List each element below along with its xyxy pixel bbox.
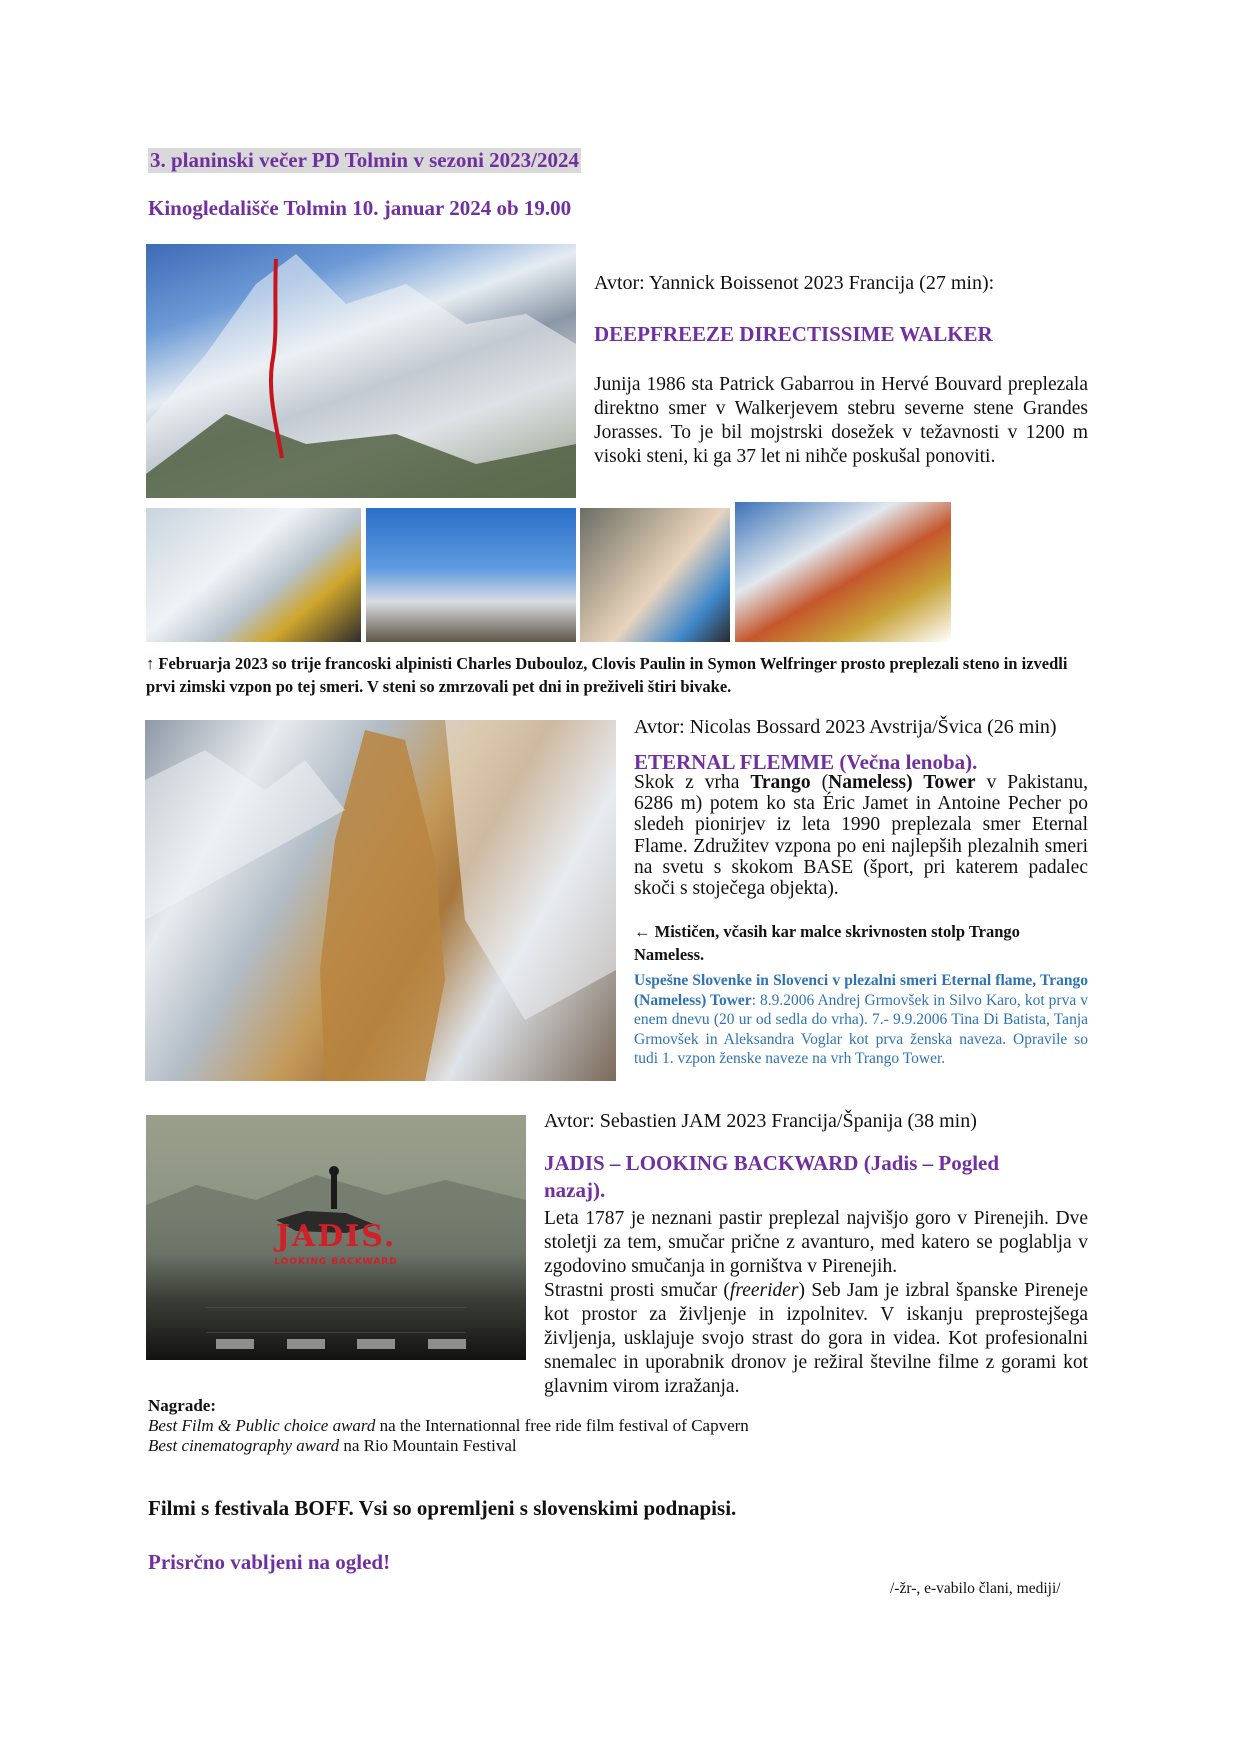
note-bold: Uspešne Slovenke in Slovenci v plezalni smeri Eternal flame, Trango (Nameless) Tower	[634, 972, 1088, 1009]
award-name: Best Film & Public choice award	[148, 1416, 376, 1435]
film2-caption: ← Mističen, včasih kar malce skrivnosten stolp Trango Nameless.	[634, 922, 1020, 964]
film1-title: DEEPFREEZE DIRECTISSIME WALKER	[594, 322, 993, 346]
poster-credits	[206, 1307, 466, 1333]
slovenian-climbers-note	[634, 971, 1088, 1069]
season-title: 3. planinski večer PD Tolmin v sezoni 2023/2024	[150, 148, 579, 172]
climber-photo-1	[146, 508, 361, 642]
invitation: Prisrčno vabljeni na ogled!	[148, 1550, 391, 1574]
poster-title: JADIS.	[275, 1219, 397, 1254]
film3-desc-paragraph	[544, 1279, 1088, 1399]
award-festival: na the Internationnal free ride film festival of Capvern	[375, 1416, 749, 1435]
award-2	[148, 1436, 749, 1456]
desc-part: Strastni prosti smučar (	[544, 1280, 730, 1301]
film1-author: Avtor: Yannick Boissenot 2023 Francija (27 min):	[594, 272, 995, 294]
film1-caption: ↑ Februarja 2023 so trije francoski alpinisti Charles Dubouloz, Clovis Paulin in Symon Welfringer prosto preplezali steno in izvedli prvi zimski vzpon po tej smeri. V steni so zmrzovali pet dni in preživeli štiri bivake.	[146, 654, 1068, 696]
award-festival: na Rio Mountain Festival	[339, 1436, 517, 1455]
desc-italic: freerider	[729, 1280, 799, 1301]
film2-desc-bold: Nameless) Tower	[828, 772, 976, 793]
film3-title: JADIS – LOOKING BACKWARD (Jadis – Pogled nazaj).	[544, 1151, 1000, 1202]
film2-desc-part: Skok z vrha	[634, 772, 751, 793]
climber-photo-4	[735, 502, 951, 642]
film2-author: Avtor: Nicolas Bossard 2023 Avstrija/Švica (26 min)	[634, 716, 1057, 738]
route-line-graphic	[146, 244, 576, 498]
venue-date: Kinogledališče Tolmin 10. januar 2024 ob 19.00	[148, 196, 572, 220]
trango-tower-photo	[145, 720, 616, 1081]
trango-tower-graphic	[145, 720, 616, 1081]
poster-logos	[216, 1339, 466, 1351]
walker-route-photo	[146, 244, 576, 498]
climber-photo-3	[580, 508, 730, 642]
climber-photo-2	[366, 508, 576, 642]
film2-desc-bold: Trango	[750, 772, 811, 793]
film2-desc-part: v Pakistanu, 6286 m) potem ko sta Éric Jamet in Antoine Pecher po sledeh pionirjev iz leta 1990 preplezala smer Eternal Flame. Združitev vzpona po eni najlepših plezalnih smeri na svetu s skokom BASE (šport, pri katerem padalec skoči s stoječega objekta).	[634, 772, 1088, 900]
awards-block	[148, 1396, 749, 1456]
film1-description: Junija 1986 sta Patrick Gabarrou in Hervé Bouvard preplezala direktno smer v Walkerjevem stebru severne stene Grandes Jorasses. To je bil mojstrski dosežek v težavnosti v 1200 m visoki steni, ki ga 37 let ni nihče poskušal ponoviti.	[594, 374, 1088, 467]
film3-description	[544, 1207, 1088, 1399]
poster-subtitle: LOOKING BACKWARD	[274, 1257, 398, 1267]
film3-author: Avtor: Sebastien JAM 2023 Francija/Španija (38 min)	[544, 1110, 977, 1132]
film2-title: ETERNAL FLEMME (Večna lenoba).	[634, 750, 978, 774]
awards-heading: Nagrade:	[148, 1396, 216, 1415]
signature: /-žr-, e-vabilo člani, mediji/	[890, 1580, 1061, 1597]
film3-desc-paragraph: Leta 1787 je neznani pastir preplezal najvišjo goro v Pirenejih. Dve stoletji za tem, smučar prične z avanturo, med katero se poglablja v zgodovino smučanja in gorništva v Pirenejih.	[544, 1208, 1088, 1277]
boff-note: Filmi s festivala BOFF. Vsi so opremljeni s slovenskimi podnapisi.	[148, 1496, 737, 1520]
award-1	[148, 1416, 749, 1436]
film2-desc-part: (	[810, 772, 829, 793]
jadis-poster	[146, 1115, 526, 1360]
film2-description	[634, 772, 1088, 899]
desc-part: ) Seb Jam je izbral španske Pireneje kot prostor za življenje in izpolnitev. V iskanju preprostejšega življenja, usklajuje svojo strast do gora in videa. Kot profesionalni snemalec in uporabnik dronov je režiral številne filme z gorami kot glavnim virom izražanja.	[544, 1280, 1088, 1397]
award-name: Best cinematography award	[148, 1436, 340, 1455]
note-rest: : 8.9.2006 Andrej Grmovšek in Silvo Karo, kot prva v enem dnevu (20 ur od sedla do vrha). 7.- 9.9.2006 Tina Di Batista, Tanja Grmovšek in Aleksandra Voglar kot prva ženska naveza. Opravile so tudi 1. vzpon ženske naveze na vrh Trango Tower.	[634, 991, 1088, 1067]
